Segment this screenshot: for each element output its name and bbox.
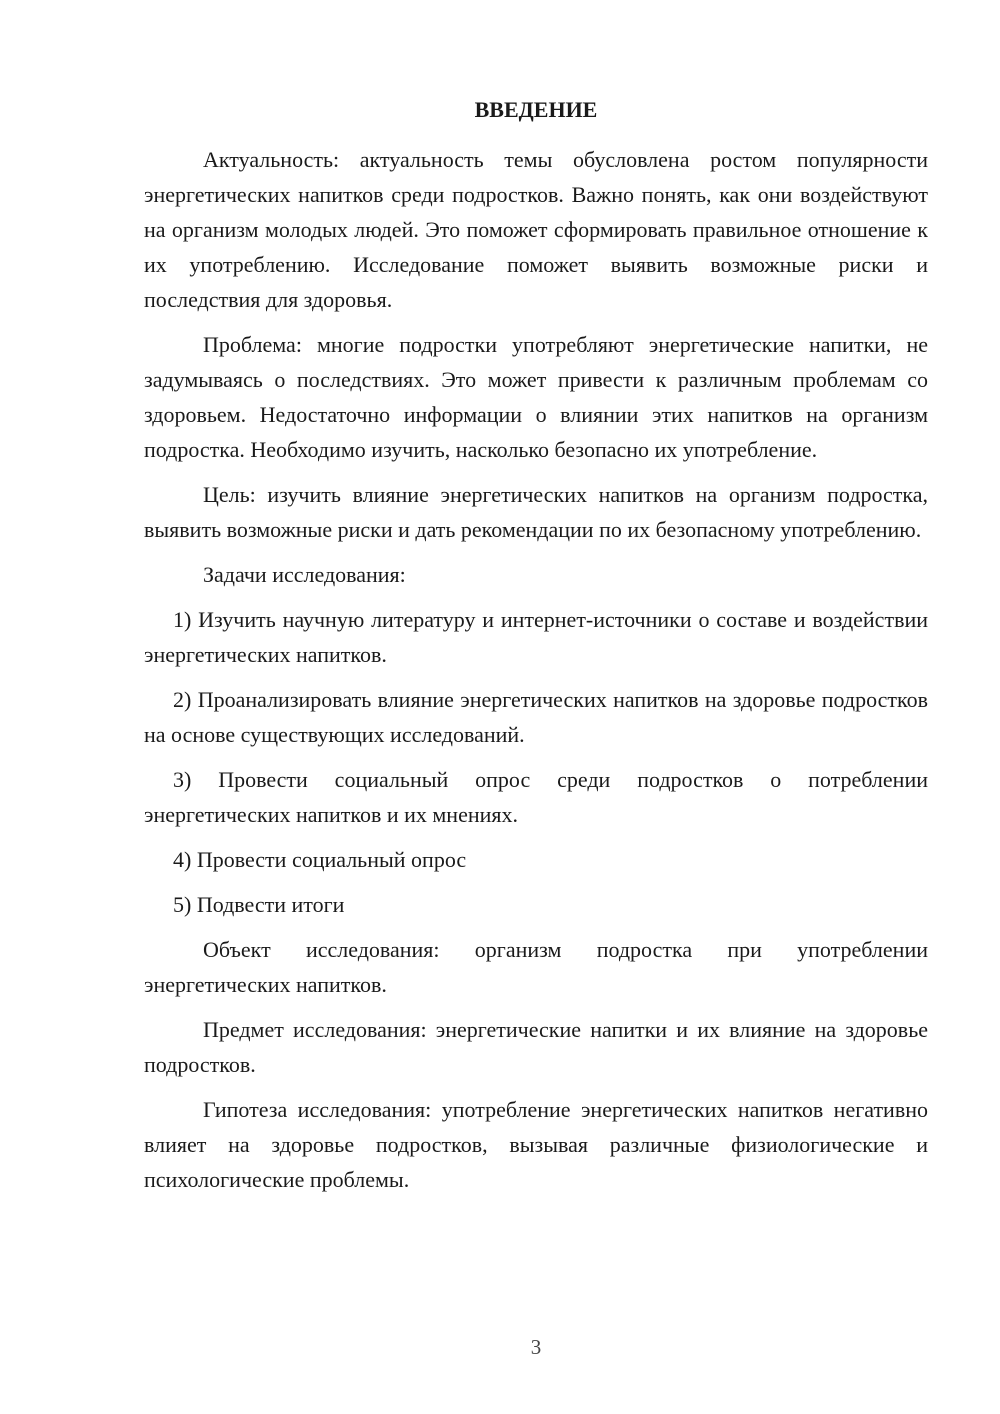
task-item-4: 4) Провести социальный опрос	[173, 847, 467, 872]
paragraph-hypothesis: Гипотеза исследования: употребление энергетических напитков негативно влияет на здоровье подростков, вызывая различные физиологические и психологические проблемы.	[144, 1097, 928, 1192]
section-title: ВВЕДЕНИЕ	[474, 97, 598, 122]
task-item-1: 1) Изучить научную литературу и интернет-источники о составе и воздействии энергетических напитков.	[144, 607, 928, 667]
paragraph-goal: Цель: изучить влияние энергетических напитков на организм подростка, выявить возможные риски и дать рекомендации по их безопасному употреблению.	[144, 482, 928, 542]
tasks-heading: Задачи исследования:	[203, 562, 406, 587]
paragraph-subject: Предмет исследования: энергетические напитки и их влияние на здоровье подростков.	[144, 1017, 928, 1077]
paragraph-relevance: Актуальность: актуальность темы обусловлена ростом популярности энергетических напитков среди подростков. Важно понять, как они воздействуют на организм молодых людей. Это поможет сформировать правильное отношение к их употреблению. Исследование поможет выявить возможные риски и последствия для здоровья.	[144, 147, 928, 312]
paragraph-object: Объект исследования: организм подростка при употреблении энергетических напитков.	[144, 937, 928, 997]
page-number: 3	[530, 1335, 542, 1359]
task-item-5: 5) Подвести итоги	[173, 892, 345, 917]
document-page	[144, 96, 928, 1207]
paragraph-problem: Проблема: многие подростки употребляют энергетические напитки, не задумываясь о последствиях. Это может привести к различным проблемам со здоровьем. Недостаточно информации о влиянии этих напитков на организм подростка. Необходимо изучить, насколько безопасно их употребление.	[144, 332, 928, 462]
task-item-3: 3) Провести социальный опрос среди подростков о потреблении энергетических напитков и их мнениях.	[144, 767, 928, 827]
task-item-2: 2) Проанализировать влияние энергетических напитков на здоровье подростков на основе существующих исследований.	[144, 687, 928, 747]
